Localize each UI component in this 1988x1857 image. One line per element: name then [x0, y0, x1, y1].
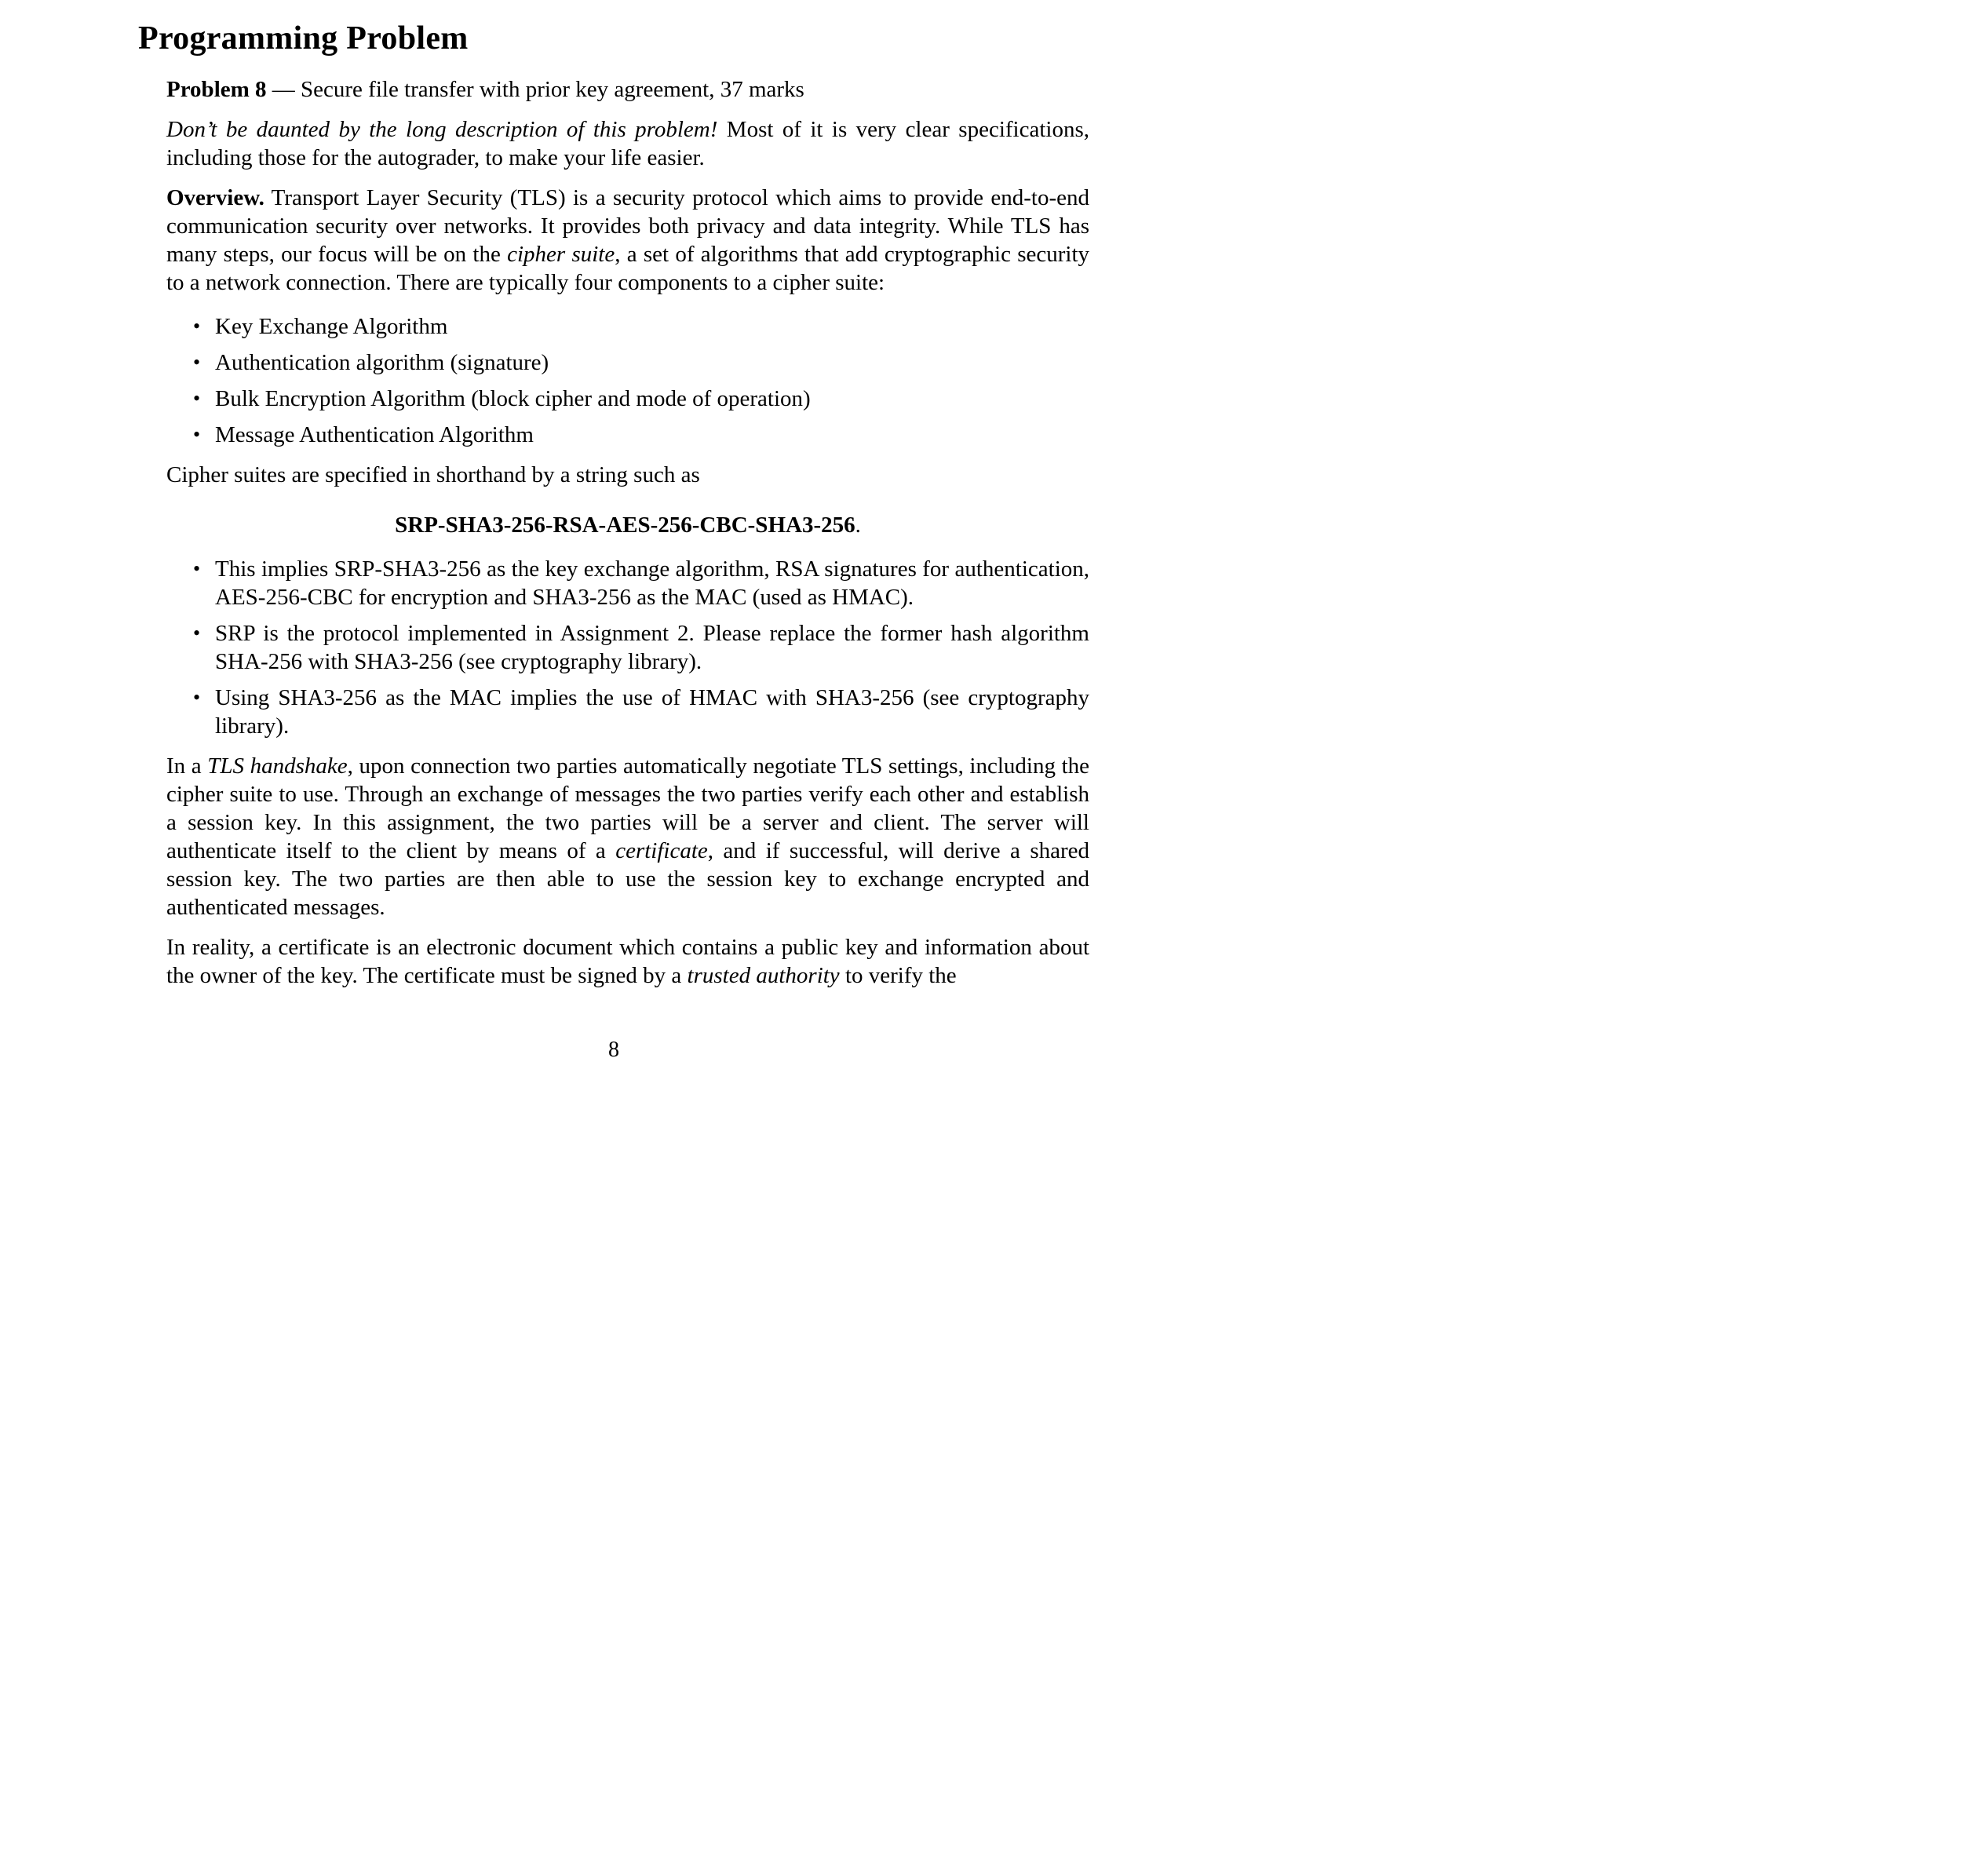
list-item-text: Message Authentication Algorithm — [215, 422, 534, 447]
cipher-suite-string — [166, 511, 1089, 539]
list-item — [166, 312, 1089, 341]
list-item — [166, 385, 1089, 413]
bullet-icon: • — [193, 557, 201, 580]
bullet-icon: • — [193, 351, 201, 374]
overview-label: Overview. — [166, 185, 264, 210]
reality-emphasis-trusted-authority: trusted authority — [687, 963, 840, 988]
problem-label: Problem 8 — [166, 77, 267, 102]
page-number: 8 — [608, 1038, 619, 1062]
handshake-text-3: , and if successful, will derive a shared session key. The two parties are then able to use the session key to exchange encrypted and authenticated messages. — [166, 838, 1089, 920]
overview-emphasis-cipher-suite: cipher suite — [507, 242, 615, 267]
list-item — [166, 619, 1089, 676]
list-item — [166, 555, 1089, 611]
bullet-icon: • — [193, 686, 201, 709]
reality-text-2: to verify the — [839, 963, 957, 988]
problem-separator: — — [266, 77, 301, 102]
bullet-icon: • — [193, 315, 201, 337]
bullet-icon: • — [193, 387, 201, 410]
problem-summary: Secure file transfer with prior key agreement, 37 marks — [301, 77, 804, 102]
cipher-notes-list — [166, 555, 1089, 740]
list-item-text: Bulk Encryption Algorithm (block cipher and mode of operation) — [215, 386, 811, 411]
handshake-emphasis-certificate: certificate — [615, 838, 708, 863]
handshake-text-2: , upon connection two parties automatically negotiate TLS settings, including the cipher suite to use. Through an exchange of messages the two parties verify each other and establish a session key. In this assignment, the two parties will be a server and client. The server will authenticate itself to the client by means of a — [166, 753, 1090, 863]
handshake-emphasis-tls-handshake: TLS handshake — [207, 753, 348, 779]
list-item-text: This implies SRP-SHA3-256 as the key exchange algorithm, RSA signatures for authentication, AES-256-CBC for encryption and SHA3-256 as the MAC (used as HMAC). — [215, 556, 1089, 610]
list-item-text: SRP is the protocol implemented in Assignment 2. Please replace the former hash algorithm SHA-256 with SHA3-256 (see cryptography library). — [215, 621, 1089, 674]
list-item-text: Authentication algorithm (signature) — [215, 350, 549, 375]
overview-paragraph — [166, 184, 1089, 297]
cipher-string-bold: SRP-SHA3-256-RSA-AES-256-CBC-SHA3-256 — [395, 513, 855, 538]
overview-text-2: , a set of algorithms that add cryptographic security to a network connection. There are typically four components to a cipher suite: — [166, 242, 1090, 295]
list-item-text: Key Exchange Algorithm — [215, 314, 448, 339]
list-item — [166, 421, 1089, 449]
bullet-icon: • — [193, 423, 201, 446]
bullet-icon: • — [193, 622, 201, 644]
reality-paragraph — [166, 933, 1089, 990]
cipher-intro-paragraph: Cipher suites are specified in shorthand by a string such as — [166, 462, 700, 487]
cipher-string-period: . — [855, 513, 861, 538]
reality-text-1: In reality, a certificate is an electronic document which contains a public key and information about the owner of the key. The certificate must be signed by a — [166, 935, 1089, 988]
intro-emphasis: Don’t be daunted by the long description of this problem! — [166, 117, 718, 142]
components-list — [166, 312, 1089, 449]
problem-heading — [166, 75, 1089, 104]
intro-rest: Most of it is very clear specifications, including those for the autograder, to make your life easier. — [166, 117, 1089, 170]
list-item — [166, 348, 1089, 377]
section-title: Programming Problem — [138, 20, 469, 57]
document-content — [138, 19, 1089, 990]
list-item — [166, 684, 1089, 740]
handshake-paragraph — [166, 752, 1089, 921]
intro-paragraph — [166, 115, 1089, 172]
problem-block — [166, 75, 1089, 990]
handshake-text-1: In a — [166, 753, 208, 779]
list-item-text: Using SHA3-256 as the MAC implies the use of HMAC with SHA3-256 (see cryptography library). — [215, 685, 1089, 739]
overview-text-1: Transport Layer Security (TLS) is a security protocol which aims to provide end-to-end communication security over networks. It provides both privacy and data integrity. While TLS has many steps, our focus will be on the — [166, 185, 1089, 267]
